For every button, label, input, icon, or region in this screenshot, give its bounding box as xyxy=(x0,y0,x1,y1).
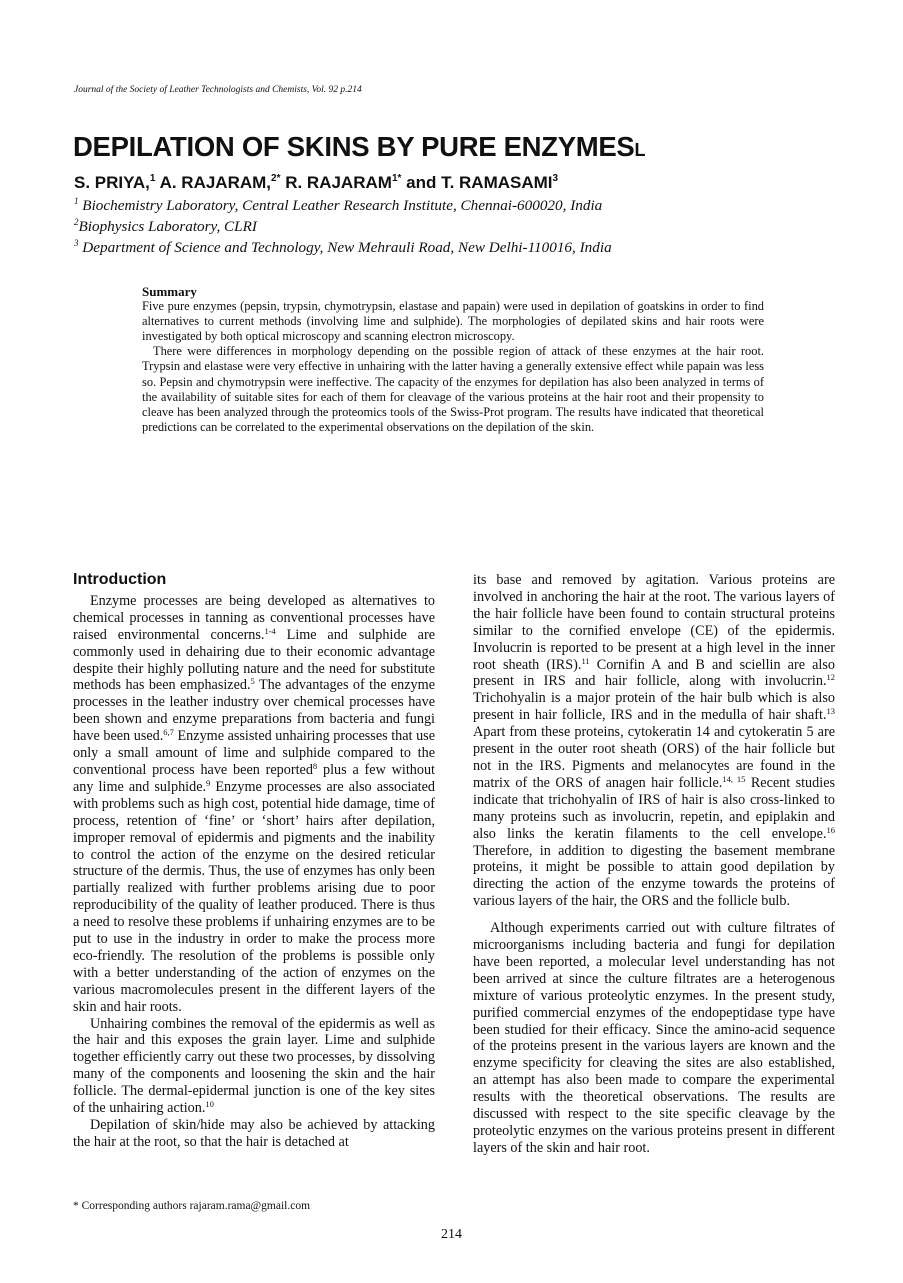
text-run: Recent studies indicate that trichohyalin of IRS of hair is also cross-linked to many proteins such as involucrin, repetin, and epiplakin and also links the keratin filaments to the cell envelope. xyxy=(473,774,836,842)
author: R. RAJARAM xyxy=(285,173,392,192)
citation: 16 xyxy=(826,824,835,835)
citation: 11 xyxy=(581,655,590,666)
citation: 6,7 xyxy=(163,727,174,738)
text-run: Apart from these proteins, cytokeratin 14 and cytokeratin 5 are present in the outer root sheath (ORS) of the hair follicle but not in the IRS. Pigments and melanocytes are found in the matrix of the ORS of anagen hair follicle. xyxy=(473,724,835,791)
text-run: Cornifin A and B and sciellin are also present in IRS and hair follicle, along with involucrin. xyxy=(473,656,835,690)
text-run: Depilation of skin/hide may also be achieved by attacking the hair at the root, so that the hair is detached at xyxy=(73,1117,435,1150)
text-run: plus a few without any lime and sulphide. xyxy=(73,761,435,795)
running-head: Journal of the Society of Leather Technologists and Chemists, Vol. 92 p.214 xyxy=(74,85,362,95)
introduction-heading: Introduction xyxy=(73,571,167,588)
affiliation-text: Department of Science and Technology, New Mehrauli Road, New Delhi-110016, India xyxy=(82,239,612,256)
author-affiliation-mark: 1 xyxy=(149,173,156,184)
article-title xyxy=(73,131,645,163)
text-run: Enzyme assisted unhairing processes that use only a small amount of lime and sulphide compared to the conventional process have been reported xyxy=(73,728,435,778)
summary-paragraph: There were differences in morphology depending on the possible region of attack of these enzymes at the hair root. Trypsin and elastase were very effective in unhairing with the latter having a generally extensive effect while papain was less so. Pepsin and chymotrypsin were ineffective. The capacity of the enzymes for depilation has also been analyzed in terms of the availability of suitable sites for each of them for cleavage of the various proteins at the hair root and their propensity to cleave has been analyzed through the proteomics tools of the Swiss-Prot program. The results have indicated that theoretical predictions can be correlated to the experimental observations on the depilation of the skin. xyxy=(142,344,764,434)
right-column xyxy=(473,572,835,1157)
author-list xyxy=(74,173,558,193)
affiliation-mark: 2 xyxy=(74,217,79,227)
text-run: Trichohyalin is a major protein of the hair bulb which is also present in hair follicle, IRS and in the medulla of hair shaft. xyxy=(473,690,835,724)
citation: 9 xyxy=(206,777,211,788)
citation: 12 xyxy=(826,672,835,683)
text-run: Therefore, in addition to digesting the basement membrane proteins, it might be possible to attain good depilation by directing the action of the enzyme towards the proteins of various layers of the hair, the ORS and the follicle bulb. xyxy=(473,842,835,910)
affiliation xyxy=(74,218,257,236)
left-column xyxy=(73,572,435,1151)
citation: 1-4 xyxy=(264,625,276,636)
summary-section xyxy=(142,284,764,435)
author: and T. RAMASAMI xyxy=(406,173,553,192)
body-paragraph xyxy=(73,1117,435,1151)
affiliation-mark: 3 xyxy=(74,238,79,248)
corresponding-author-footnote: * Corresponding authors rajaram.rama@gmail.com xyxy=(73,1200,311,1212)
text-run: Enzyme processes are also associated with problems such as high cost, potential hide damage, time of process, retention of ‘fine’ or ‘short’ hairs after depilation, improper removal of epidermis and pigments and the inability to control the action of the enzyme on the desired reticular structure of the dermis. Thus, the use of enzymes has only been partially realized with further problems arising due to poor reproducibility of the quality of leather produced. There is thus a need to resolve these problems if unhairing enzymes are to be put to use in the industry in order to make the process more eco-friendly. The resolution of the problems is possible only with a better understanding of the action of enzymes on the various macromolecules present in the different layers of the skin and hair roots. xyxy=(73,778,436,1015)
affiliation-mark: 1 xyxy=(74,196,79,206)
text-run: its base and removed by agitation. Various proteins are involved in anchoring the hair at the root. The various layers of the hair follicle have been found to contain structural proteins similar to the cornified envelope (CE) of the epidermis. Involucrin is reported to be present at a high level in the inner root sheath (IRS). xyxy=(473,572,835,673)
page-number: 214 xyxy=(441,1227,462,1242)
affiliation-text: Biochemistry Laboratory, Central Leather Research Institute, Chennai-600020, India xyxy=(82,197,603,214)
citation: 13 xyxy=(826,706,835,717)
title-stray-glyph: L xyxy=(634,140,646,160)
text-run: Enzyme processes are being developed as alternatives to chemical processes in tanning as conventional processes have raised environmental concerns. xyxy=(73,592,435,643)
body-paragraph xyxy=(73,593,435,1016)
author: A. RAJARAM, xyxy=(159,173,272,192)
body-paragraph xyxy=(73,1016,435,1117)
affiliation xyxy=(74,197,602,215)
text-run: Lime and sulphide are commonly used in dehairing due to their economic advantage despite their highly polluting nature and the need for substitute methods has been emphasized. xyxy=(73,626,435,694)
summary-heading: Summary xyxy=(142,284,197,299)
affiliation-text: Biophysics Laboratory, CLRI xyxy=(78,218,257,235)
body-paragraph: Although experiments carried out with culture filtrates of microorganisms including bacteria and fungi for depilation have been reported, a molecular level understanding has not been arrived at since the culture filtrates are a heterogenous mixture of various proteolytic enzymes. In the present study, purified commercial enzymes of the endopeptidase type have been studied for their efficacy. Since the amino-acid sequence of the proteins present in the various layers are known and the enzyme specificity for cleaving the sites are also established, an attempt has also been made to compare the experimental results with the theoretical observations. The results are discussed with respect to the site specific cleavage by the proteolytic enzymes on the various proteins present in different layers of the skin and hair root. xyxy=(473,920,835,1156)
affiliation xyxy=(74,239,612,257)
citation: 10 xyxy=(205,1099,214,1110)
author: S. PRIYA, xyxy=(74,173,150,192)
text-run: Unhairing combines the removal of the epidermis as well as the hair and this exposes the grain layer. Lime and sulphide together efficiently carry out these two processes, by dissolving many of the components and loosening the skin and the hair follicle. The dermal-epidermal junction is one of the key sites of the unhairing action. xyxy=(73,1015,435,1117)
summary-paragraph: Five pure enzymes (pepsin, trypsin, chymotrypsin, elastase and papain) were used in depilation of goatskins in order to find alternatives to current methods (involving lime and sulphide). The morphologies of depilated skins and hair roots were investigated by both optical microscopy and scanning electron microscopy. xyxy=(142,299,764,344)
text-run: The advantages of the enzyme processes in the leather industry over chemical processes have been shown and enzyme preparations from bacteria and fungi have been used. xyxy=(73,677,435,745)
citation: 14, 15 xyxy=(722,773,746,784)
author-affiliation-mark: 3 xyxy=(552,173,559,184)
author-affiliation-mark: 2* xyxy=(271,173,281,184)
title-text: DEPILATION OF SKINS BY PURE ENZYMES xyxy=(73,131,635,162)
citation: 5 xyxy=(250,676,255,687)
citation: 8 xyxy=(312,760,318,771)
author-affiliation-mark: 1* xyxy=(391,173,402,184)
body-paragraph-continued xyxy=(473,572,835,910)
